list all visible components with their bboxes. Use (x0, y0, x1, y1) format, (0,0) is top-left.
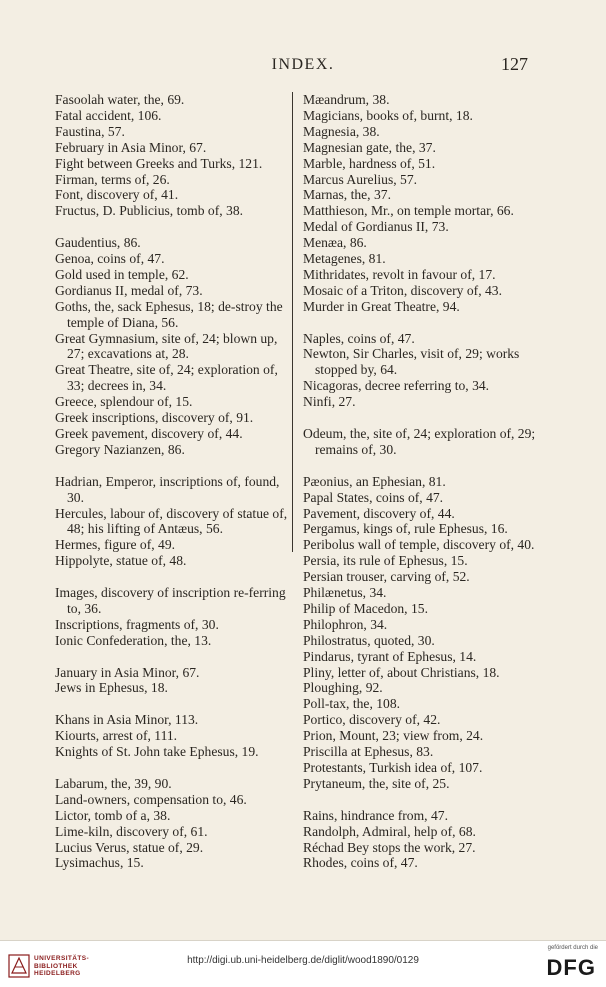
index-entry: Fight between Greeks and Turks, 121. (55, 155, 263, 171)
funder-note: gefördert durch die (547, 945, 598, 951)
index-entry: Firman, terms of, 26. (55, 171, 170, 187)
page-header (0, 54, 606, 78)
index-entry: Peribolus wall of temple, discovery of, 40. (303, 537, 535, 553)
index-entry: Ionic Confederation, the, 13. (55, 632, 212, 648)
index-entry: Marcus Aurelius, 57. (303, 171, 418, 187)
index-entry: Réchad Bey stops the work, 27. (303, 839, 476, 855)
index-entry: Marble, hardness of, 51. (303, 155, 436, 171)
index-entry: Great Gymnasium, site of, 24; blown up, 27; excavations at, 28. (55, 330, 278, 362)
index-entry: Randolph, Admiral, help of, 68. (303, 823, 476, 839)
index-entry: Metagenes, 81. (303, 251, 386, 267)
index-entry: Papal States, coins of, 47. (303, 489, 444, 505)
footer-bar (0, 940, 606, 987)
index-entry: Newton, Sir Charles, visit of, 29; works stopped by, 64. (303, 346, 520, 378)
index-entry: Greek pavement, discovery of, 44. (55, 426, 243, 442)
index-entry: Matthieson, Mr., on temple mortar, 66. (303, 203, 514, 219)
index-entry: Pavement, discovery of, 44. (303, 505, 455, 521)
index-entry: Rains, hindrance from, 47. (303, 807, 448, 823)
library-name-line1: UNIVERSITÄTS- (34, 955, 90, 962)
index-entry: Jews in Ephesus, 18. (55, 680, 168, 696)
index-entry: Gold used in temple, 62. (55, 266, 189, 282)
index-entry: Protestants, Turkish idea of, 107. (303, 760, 483, 776)
index-entry: Hermes, figure of, 49. (55, 537, 176, 553)
index-entry: Gordianus II, medal of, 73. (55, 282, 203, 298)
page-number: 127 (501, 54, 528, 74)
index-entry: Magicians, books of, burnt, 18. (303, 107, 473, 123)
index-entry: Inscriptions, fragments of, 30. (55, 616, 219, 632)
index-entry: Lictor, tomb of a, 38. (55, 807, 171, 823)
index-entry: Medal of Gordianus II, 73. (303, 219, 449, 235)
index-entry: Land-owners, compensation to, 46. (55, 791, 247, 807)
index-entry: Marnas, the, 37. (303, 187, 391, 203)
index-column-left (55, 92, 293, 871)
index-entry: Persia, its rule of Ephesus, 15. (303, 553, 468, 569)
index-entry: Hippolyte, statue of, 48. (55, 553, 187, 569)
index-entry: Pliny, letter of, about Christians, 18. (303, 664, 500, 680)
index-entry: Greece, splendour of, 15. (55, 394, 193, 410)
index-entry: Prytaneum, the, site of, 25. (303, 775, 450, 791)
index-entry: Naples, coins of, 47. (303, 330, 415, 346)
index-entry: Lucius Verus, statue of, 29. (55, 839, 204, 855)
index-entry: Magnesian gate, the, 37. (303, 139, 436, 155)
index-entry: Mosaic of a Triton, discovery of, 43. (303, 282, 502, 298)
index-entry: Odeum, the, site of, 24; exploration of, 29; remains of, 30. (303, 426, 536, 457)
index-entry: January in Asia Minor, 67. (55, 664, 200, 680)
index-entry: Great Theatre, site of, 24; exploration of, 33; decrees in, 34. (55, 362, 278, 394)
index-entry: Priscilla at Ephesus, 83. (303, 744, 434, 760)
index-entry: Knights of St. John take Ephesus, 19. (55, 744, 259, 760)
index-entry: Genoa, coins of, 47. (55, 251, 165, 267)
library-name-line3: HEIDELBERG (34, 970, 81, 978)
index-entry: Portico, discovery of, 42. (303, 712, 441, 728)
library-name-line2: BIBLIOTHEK (34, 962, 78, 970)
index-column-right (303, 92, 541, 871)
index-entry: Font, discovery of, 41. (55, 187, 179, 203)
index-entry: Lysimachus, 15. (55, 855, 144, 871)
index-entry: Philostratus, quoted, 30. (303, 632, 435, 648)
index-entry: Nicagoras, decree referring to, 34. (303, 378, 490, 394)
index-entry: Labarum, the, 39, 90. (55, 775, 172, 791)
index-entry: Poll-tax, the, 108. (303, 696, 401, 712)
index-entry: Philip of Macedon, 15. (303, 600, 428, 616)
index-entry: Goths, the, sack Ephesus, 18; de-stroy the temple of Diana, 56. (55, 298, 283, 330)
index-entry: Greek inscriptions, discovery of, 91. (55, 410, 254, 426)
dfg-wordmark: DFG (546, 955, 596, 980)
index-entry: Fructus, D. Publicius, tomb of, 38. (55, 203, 244, 219)
index-entry: Philænetus, 34. (303, 585, 387, 601)
index-entry: Philophron, 34. (303, 616, 388, 632)
index-entry: Mithridates, revolt in favour of, 17. (303, 266, 496, 282)
index-entry: Persian trouser, carving of, 52. (303, 569, 470, 585)
source-url-link[interactable]: http://digi.ub.uni-heidelberg.de/diglit/wood1890/0129 (187, 955, 419, 966)
index-entry: Magnesia, 38. (303, 123, 380, 139)
index-entry: Ninfi, 27. (303, 394, 356, 410)
index-entry: Hadrian, Emperor, inscriptions of, found, 30. (55, 473, 280, 505)
index-entry: Images, discovery of inscription re-ferring to, 36. (55, 585, 286, 616)
index-entry: Kiourts, arrest of, 111. (55, 728, 178, 744)
index-entry: Rhodes, coins of, 47. (303, 855, 418, 871)
index-entry: Menæa, 86. (303, 235, 367, 251)
index-entry: Mæandrum, 38. (303, 92, 390, 107)
index-entry: Gregory Nazianzen, 86. (55, 441, 185, 457)
index-entry: Pindarus, tyrant of Ephesus, 14. (303, 648, 477, 664)
index-entry: Fasoolah water, the, 69. (55, 92, 185, 107)
page-title: INDEX. (271, 56, 335, 73)
index-entry: Fatal accident, 106. (55, 107, 162, 123)
index-entry: Ploughing, 92. (303, 680, 383, 696)
index-entry: Lime-kiln, discovery of, 61. (55, 823, 208, 839)
funder-logo (528, 945, 598, 985)
index-entry: Faustina, 57. (55, 123, 125, 139)
index-entry: Khans in Asia Minor, 113. (55, 712, 199, 728)
column-divider (292, 92, 293, 552)
index-entry: Gaudentius, 86. (55, 235, 141, 251)
index-entry: Hercules, labour of, discovery of statue of, 48; his lifting of Antæus, 56. (55, 505, 288, 537)
index-entry: Prion, Mount, 23; view from, 24. (303, 728, 484, 744)
index-entry: Pergamus, kings of, rule Ephesus, 16. (303, 521, 508, 537)
index-entry: Murder in Great Theatre, 94. (303, 298, 460, 314)
index-entry: February in Asia Minor, 67. (55, 139, 207, 155)
index-entry: Pæonius, an Ephesian, 81. (303, 473, 446, 489)
